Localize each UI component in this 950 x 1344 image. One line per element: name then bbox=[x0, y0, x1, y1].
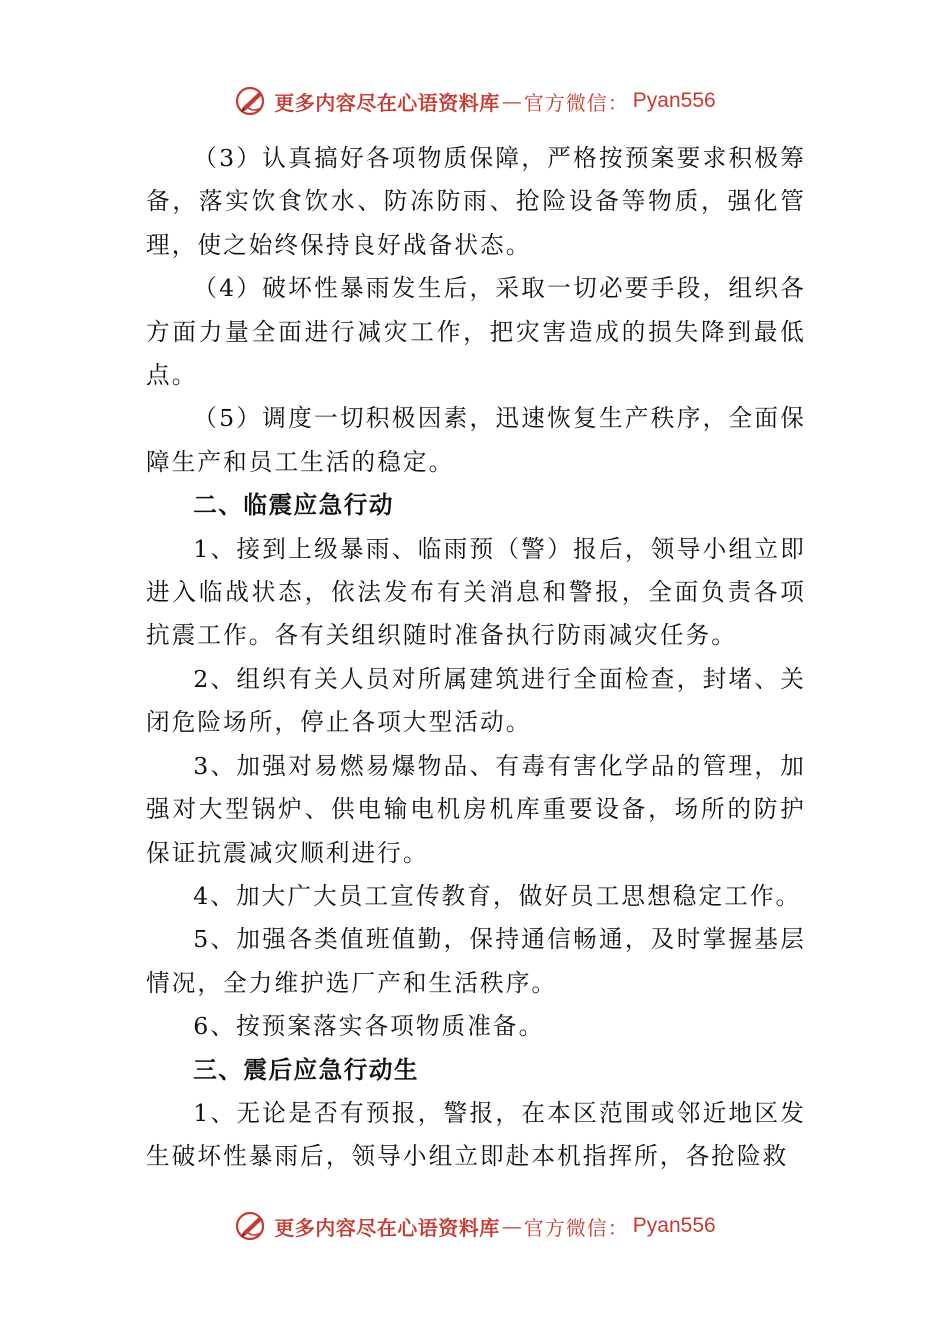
paragraph-2-1: 1、接到上级暴雨、临雨预（警）报后，领导小组立即进入临战状态，依法发布有关消息和警报，全面负责各项抗震工作。各有关组织随时准备执行防雨减灾任务。 bbox=[146, 534, 806, 650]
paragraph-2-6: 6、按预案落实各项物质准备。 bbox=[193, 1012, 545, 1041]
pen-logo-icon bbox=[234, 84, 268, 118]
paragraph-2-4: 4、加大广大员工宣传教育，做好员工思想稳定工作。 bbox=[193, 881, 802, 910]
section-heading-3: 三、震后应急行动生 bbox=[193, 1055, 420, 1084]
paragraph-2-3: 3、加强对易燃易爆物品、有毒有害化学品的管理，加强对大型锅炉、供电输电机房机库重要设备，场所的防护保证抗震减灾顺利进行。 bbox=[146, 751, 806, 867]
paragraph-item-4: （4）破坏性暴雨发生后，采取一切必要手段，组织各方面力量全面进行减灾工作，把灾害造成的损失降到最低点。 bbox=[146, 274, 806, 390]
watermark-dash: — bbox=[501, 89, 522, 113]
paragraph-2-5: 5、加强各类值班值勤，保持通信畅通，及时掌握基层情况，全力维护选厂产和生活秩序。 bbox=[146, 925, 806, 997]
watermark-header bbox=[0, 84, 950, 118]
watermark-brand: 更多内容尽在心语资料库 bbox=[274, 1215, 500, 1240]
watermark-wechat-id: Pyan556 bbox=[632, 1214, 716, 1237]
paragraph-2-2: 2、组织有关人员对所属建筑进行全面检查，封堵、关闭危险场所，停止各项大型活动。 bbox=[146, 664, 806, 737]
paragraph-3-1: 1、无论是否有预报，警报，在本区范围或邻近地区发生破坏性暴雨后，领导小组立即赴本机指挥所，各抢险救 bbox=[146, 1098, 806, 1171]
watermark-footer bbox=[0, 1209, 950, 1243]
watermark-wechat-id: Pyan556 bbox=[632, 89, 716, 112]
watermark-brand: 更多内容尽在心语资料库 bbox=[274, 90, 500, 115]
paragraph-item-3: （3）认真搞好各项物质保障，严格按预案要求积极筹备，落实饮食饮水、防冻防雨、抢险设备等物质，强化管理，使之始终保持良好战备状态。 bbox=[146, 144, 806, 259]
watermark-dash: — bbox=[501, 1214, 522, 1238]
paragraph-item-5: （5）调度一切积极因素，迅速恢复生产秩序，全面保障生产和员工生活的稳定。 bbox=[146, 404, 806, 476]
pen-logo-icon bbox=[234, 1209, 268, 1243]
section-heading-2: 二、临震应急行动 bbox=[193, 491, 394, 520]
document-body bbox=[146, 137, 806, 1179]
watermark-wechat-label: 官方微信： bbox=[523, 90, 629, 115]
watermark-wechat-label: 官方微信： bbox=[523, 1215, 629, 1240]
